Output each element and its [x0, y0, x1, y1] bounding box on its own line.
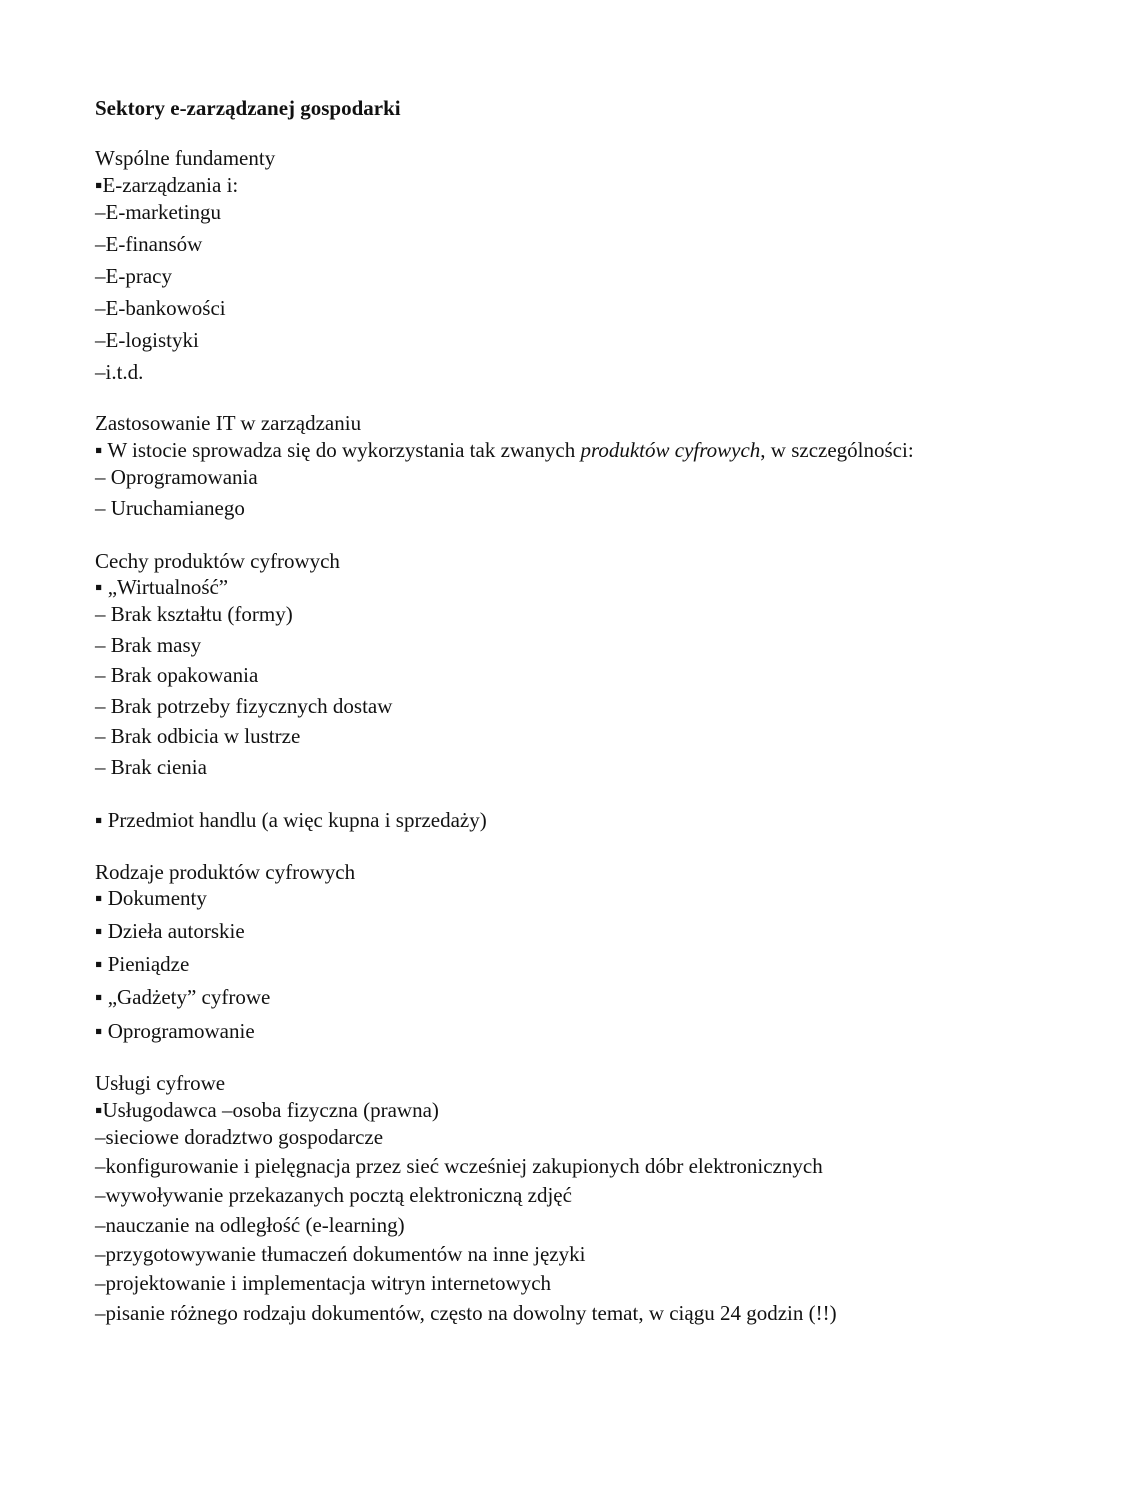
list-item: –E-pracy [95, 264, 172, 288]
text-run: , w szczególności: [760, 438, 914, 462]
section-heading: Zastosowanie IT w zarządzaniu [95, 411, 362, 435]
list-item: ▪Usługodawca –osoba fizyczna (prawna) [95, 1098, 439, 1122]
list-item: –E-marketingu [95, 200, 221, 224]
list-item: ▪ Dokumenty [95, 886, 207, 910]
section-heading: Usługi cyfrowe [95, 1071, 226, 1095]
list-item: – Brak cienia [95, 755, 207, 779]
list-item: ▪ Dzieła autorskie [95, 919, 245, 943]
list-item: –przygotowywanie tłumaczeń dokumentów na inne języki [95, 1242, 586, 1266]
list-item: –E-finansów [95, 232, 203, 256]
list-item: – Brak opakowania [95, 663, 259, 687]
list-item: –E-logistyki [95, 328, 199, 352]
emphasis-text: produktów cyfrowych [580, 438, 761, 462]
list-item: –wywoływanie przekazanych pocztą elektroniczną zdjęć [95, 1183, 572, 1207]
list-item: –sieciowe doradztwo gospodarcze [95, 1125, 384, 1149]
list-item: ▪ Oprogramowanie [95, 1019, 255, 1043]
section-heading: Wspólne fundamenty [95, 146, 276, 170]
section-heading: Rodzaje produktów cyfrowych [95, 860, 356, 884]
list-item: – Brak masy [95, 633, 202, 657]
list-item: –nauczanie na odległość (e-learning) [95, 1213, 405, 1237]
list-item: –i.t.d. [95, 360, 144, 384]
text-run: ▪ W istocie sprowadza się do wykorzystania tak zwanych [95, 438, 581, 462]
list-item: –pisanie różnego rodzaju dokumentów, często na dowolny temat, w ciągu 24 godzin (!!) [95, 1301, 837, 1325]
list-item: – Brak potrzeby fizycznych dostaw [95, 694, 393, 718]
list-item: ▪ „Wirtualność” [95, 575, 229, 599]
list-item: ▪E-zarządzania i: [95, 173, 239, 197]
list-item: –konfigurowanie i pielęgnacja przez sieć wcześniej zakupionych dóbr elektronicznych [95, 1154, 823, 1178]
list-item: ▪ Przedmiot handlu (a więc kupna i sprzedaży) [95, 808, 487, 832]
section-heading: Cechy produktów cyfrowych [95, 549, 340, 573]
list-item: –E-bankowości [95, 296, 226, 320]
list-item: – Brak kształtu (formy) [95, 602, 293, 626]
list-item: – Oprogramowania [95, 465, 258, 489]
document-title: Sektory e-zarządzanej gospodarki [95, 96, 401, 120]
list-item: ▪ Pieniądze [95, 952, 190, 976]
list-item: –projektowanie i implementacja witryn internetowych [95, 1271, 552, 1295]
list-item: ▪ „Gadżety” cyfrowe [95, 985, 271, 1009]
list-item [95, 438, 914, 462]
list-item: – Uruchamianego [95, 496, 245, 520]
list-item: – Brak odbicia w lustrze [95, 724, 301, 748]
